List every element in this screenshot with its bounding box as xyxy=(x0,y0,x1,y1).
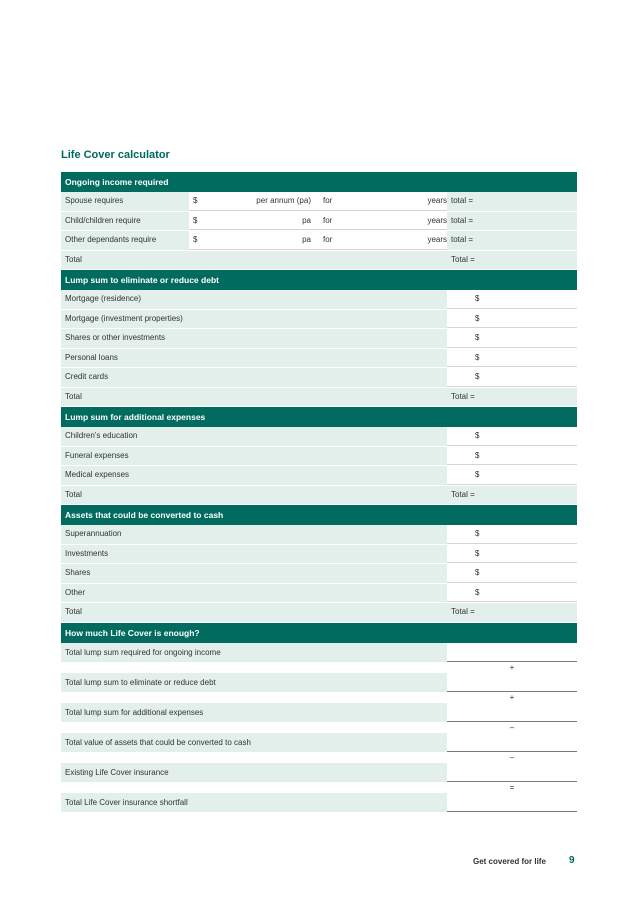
operator-row xyxy=(61,752,577,763)
section-total-label: Total xyxy=(65,391,82,401)
for-label: for xyxy=(323,196,333,205)
asset-row-label: Superannuation xyxy=(65,529,122,538)
section-heading-assets: Assets that could be converted to cash xyxy=(61,505,577,525)
debt-row xyxy=(61,368,577,388)
row-total-field[interactable]: total = xyxy=(451,196,474,205)
amount-field[interactable]: $ xyxy=(447,427,577,446)
debt-row xyxy=(61,329,577,349)
operator-sign: – xyxy=(509,722,515,732)
summary-row-label: Total lump sum required for ongoing income xyxy=(61,643,447,662)
page-number: 9 xyxy=(569,855,575,866)
for-label: for xyxy=(323,235,333,244)
summary-row-shortfall xyxy=(61,793,577,812)
debt-row xyxy=(61,349,577,369)
amount-field[interactable]: $ xyxy=(447,584,577,603)
amount-field[interactable]: $ xyxy=(447,564,577,583)
dollar-sign: $ xyxy=(193,235,198,244)
asset-row-label: Shares xyxy=(65,568,91,577)
summary-field[interactable] xyxy=(447,763,577,782)
summary-row-label: Total lump sum to eliminate or reduce debt xyxy=(61,673,447,692)
amount-field[interactable]: $ xyxy=(447,329,577,348)
income-row xyxy=(61,212,577,232)
section-total-field[interactable]: Total = xyxy=(451,489,475,499)
operator-sign: = xyxy=(509,782,515,792)
section-heading-expenses: Lump sum for additional expenses xyxy=(61,407,577,427)
section-total-label: Total xyxy=(65,607,82,616)
income-row-label: Child/children require xyxy=(65,215,141,225)
dollar-sign: $ xyxy=(193,196,198,205)
amount-field[interactable]: $ xyxy=(447,466,577,485)
operator-row xyxy=(61,692,577,703)
page-title: Life Cover calculator xyxy=(61,149,170,161)
debt-row-label: Credit cards xyxy=(65,372,109,381)
summary-field[interactable] xyxy=(447,703,577,722)
for-label: for xyxy=(323,215,333,225)
years-label: years xyxy=(427,215,447,225)
debt-row-label: Shares or other investments xyxy=(65,333,166,342)
expense-row xyxy=(61,447,577,467)
amount-field[interactable]: $ xyxy=(447,310,577,329)
income-row xyxy=(61,231,577,251)
operator-row xyxy=(61,722,577,733)
section-total-row xyxy=(61,603,577,623)
section-total-field[interactable]: Total = xyxy=(451,391,475,401)
operator-row xyxy=(61,662,577,673)
section-heading-summary: How much Life Cover is enough? xyxy=(61,623,577,643)
income-row-label: Spouse requires xyxy=(65,196,124,205)
amount-field[interactable]: $ xyxy=(447,447,577,466)
period-label: pa xyxy=(302,215,311,225)
debt-row xyxy=(61,290,577,310)
income-entry-field[interactable] xyxy=(189,192,447,211)
asset-row xyxy=(61,545,577,565)
expense-row-label: Medical expenses xyxy=(65,470,130,479)
summary-field[interactable] xyxy=(447,673,577,692)
period-label: per annum (pa) xyxy=(256,196,311,205)
section-total-row xyxy=(61,486,577,506)
operator-row xyxy=(61,782,577,793)
footer-text: Get covered for life xyxy=(473,857,546,866)
section-total-label: Total xyxy=(65,489,82,499)
section-total-label: Total xyxy=(65,254,82,264)
debt-row-label: Personal loans xyxy=(65,352,118,362)
dollar-sign: $ xyxy=(193,215,198,225)
years-label: years xyxy=(427,196,447,205)
summary-field[interactable] xyxy=(447,733,577,752)
amount-field[interactable]: $ xyxy=(447,545,577,564)
debt-row xyxy=(61,310,577,330)
operator-sign: + xyxy=(509,692,515,702)
summary-row xyxy=(61,673,577,692)
life-cover-calculator xyxy=(61,172,577,812)
amount-field[interactable]: $ xyxy=(447,368,577,387)
summary-row-label: Total Life Cover insurance shortfall xyxy=(61,793,447,812)
section-total-row xyxy=(61,388,577,408)
summary-row xyxy=(61,733,577,752)
section-total-row xyxy=(61,251,577,271)
shortfall-field[interactable] xyxy=(447,793,577,812)
asset-row xyxy=(61,564,577,584)
expense-row-label: Children’s education xyxy=(65,431,138,440)
asset-row xyxy=(61,584,577,604)
income-entry-field[interactable] xyxy=(189,231,447,250)
debt-row-label: Mortgage (investment properties) xyxy=(65,313,183,323)
section-heading-debt: Lump sum to eliminate or reduce debt xyxy=(61,270,577,290)
summary-row-label: Total lump sum for additional expenses xyxy=(61,703,447,722)
summary-row xyxy=(61,763,577,782)
debt-row-label: Mortgage (residence) xyxy=(65,294,142,303)
expense-row xyxy=(61,466,577,486)
summary-row xyxy=(61,703,577,722)
asset-row xyxy=(61,525,577,545)
section-total-field[interactable]: Total = xyxy=(451,607,475,616)
income-row-label: Other dependants require xyxy=(65,235,157,244)
amount-field[interactable]: $ xyxy=(447,290,577,309)
asset-row-label: Investments xyxy=(65,548,109,558)
section-heading-income: Ongoing income required xyxy=(61,172,577,192)
row-total-field[interactable]: total = xyxy=(451,215,474,225)
expense-row-label: Funeral expenses xyxy=(65,450,129,460)
summary-field[interactable] xyxy=(447,643,577,662)
amount-field[interactable]: $ xyxy=(447,349,577,368)
income-entry-field[interactable] xyxy=(189,212,447,231)
asset-row-label: Other xyxy=(65,587,86,597)
summary-row xyxy=(61,643,577,662)
years-label: years xyxy=(427,235,447,244)
period-label: pa xyxy=(302,235,311,244)
expense-row xyxy=(61,427,577,447)
row-total-field[interactable]: total = xyxy=(451,235,474,244)
operator-sign: + xyxy=(509,662,515,672)
summary-row-label: Existing Life Cover insurance xyxy=(61,763,447,782)
summary-row-label: Total value of assets that could be converted to cash xyxy=(61,733,447,752)
amount-field[interactable]: $ xyxy=(447,525,577,544)
section-total-field[interactable]: Total = xyxy=(451,254,475,264)
operator-sign: – xyxy=(509,752,515,762)
income-row xyxy=(61,192,577,212)
